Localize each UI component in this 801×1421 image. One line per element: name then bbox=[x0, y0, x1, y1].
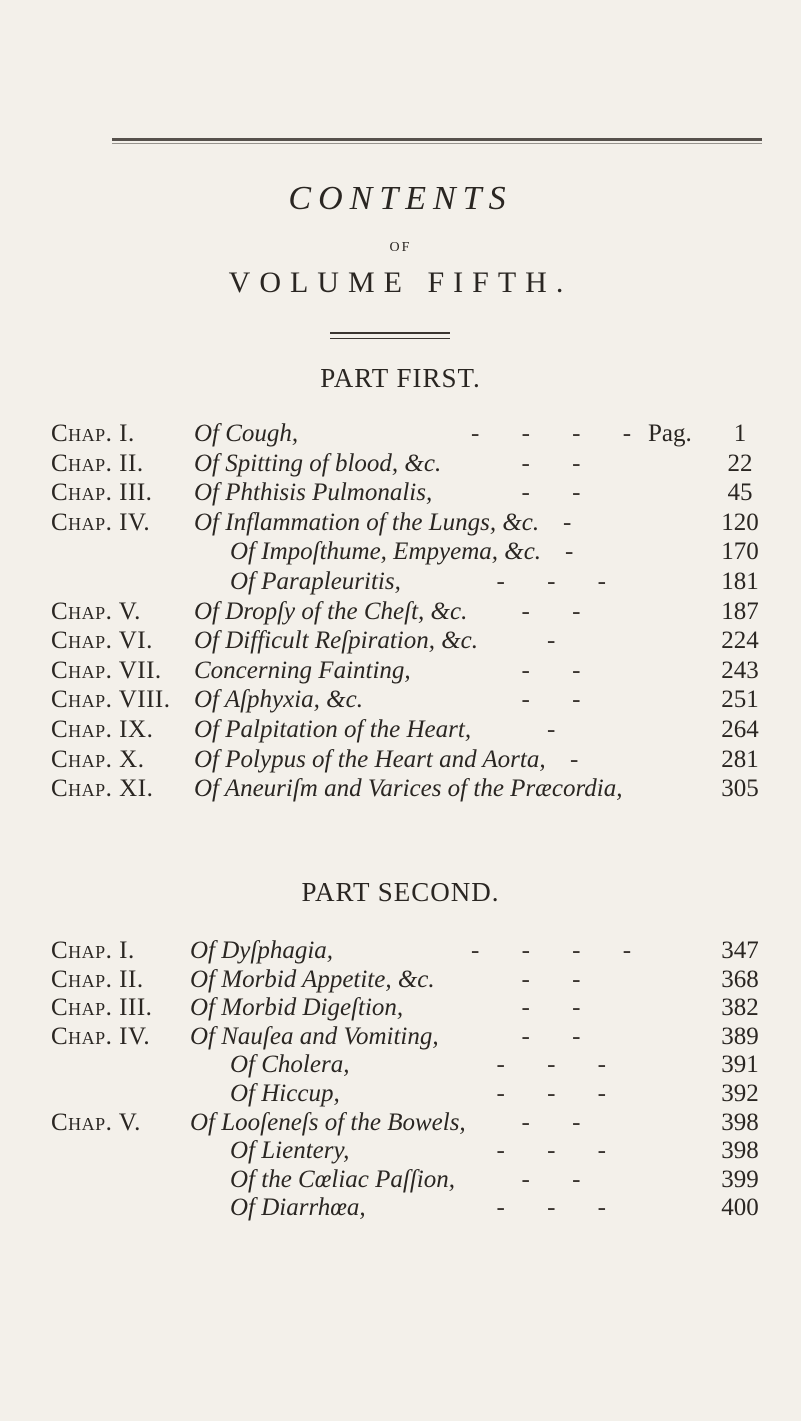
leader-dashes: - bbox=[570, 745, 597, 773]
leader-dashes: - - - - bbox=[471, 420, 650, 447]
page-number: 382 bbox=[721, 994, 759, 1022]
chapter-label: Chap. V. bbox=[51, 1108, 141, 1136]
entry-title: Of Morbid Digeſtion, bbox=[190, 994, 404, 1022]
chapter-label: Chap. I. bbox=[51, 420, 135, 447]
part-second-heading: PART SECOND. bbox=[301, 877, 500, 907]
chapter-label: Chap. V. bbox=[51, 597, 141, 625]
page-number: 389 bbox=[721, 1022, 759, 1050]
leader-dashes: - bbox=[547, 627, 574, 655]
leader-dashes: - - bbox=[521, 479, 599, 507]
leader-dashes: - - bbox=[521, 449, 599, 477]
chapter-label: Chap. IV. bbox=[51, 1022, 151, 1050]
page-number: 22 bbox=[727, 449, 753, 477]
page-number: 281 bbox=[721, 745, 759, 773]
chapter-label: Chap. VIII. bbox=[51, 686, 171, 714]
entry-title: Of Cholera, bbox=[230, 1051, 350, 1079]
entry-title: Of Polypus of the Heart and Aorta, bbox=[194, 745, 546, 773]
page-number: 399 bbox=[721, 1165, 759, 1193]
leader-dashes: - - bbox=[521, 965, 599, 993]
chapter-label: Chap. VI. bbox=[51, 627, 153, 655]
page-number: 347 bbox=[721, 937, 759, 964]
page-number: 1 bbox=[733, 420, 747, 447]
part-first-heading: PART FIRST. bbox=[320, 363, 481, 393]
ornament-rule bbox=[330, 332, 450, 339]
page-number: 400 bbox=[721, 1194, 759, 1222]
leader-dashes: - bbox=[565, 538, 592, 566]
page-number: 187 bbox=[721, 597, 759, 625]
entry-title: Of Aſphyxia, &c. bbox=[194, 686, 363, 714]
entry-title: Of Inflammation of the Lungs, &c. bbox=[194, 508, 540, 536]
leader-dashes: - bbox=[547, 716, 574, 743]
chapter-label: Chap. III. bbox=[51, 994, 153, 1022]
entry-title: Of Difficult Reſpiration, &c. bbox=[194, 627, 478, 655]
leader-dashes: - - bbox=[521, 686, 599, 714]
entry-title: Of Diarrhœa, bbox=[230, 1194, 366, 1222]
page-number: 398 bbox=[721, 1108, 759, 1136]
page-number: 181 bbox=[721, 568, 759, 595]
page-number: 224 bbox=[721, 627, 759, 655]
entry-title: Of Lientery, bbox=[230, 1137, 350, 1165]
page-number: 170 bbox=[721, 538, 759, 566]
leader-dashes: - - - bbox=[496, 1137, 624, 1165]
entry-title: Of Dropſy of the Cheſt, &c. bbox=[194, 597, 468, 625]
entry-title: Of Dyſphagia, bbox=[190, 937, 334, 964]
leader-dashes: - - bbox=[521, 1165, 599, 1193]
leader-dashes: - - - bbox=[496, 1080, 624, 1107]
entry-title: Of the Cœliac Paſſion, bbox=[230, 1165, 455, 1193]
leader-dashes: - - - bbox=[496, 1194, 624, 1222]
page-number: 368 bbox=[721, 965, 759, 993]
page-number: 45 bbox=[727, 479, 753, 507]
entry-title: Of Impoſthume, Empyema, &c. bbox=[230, 538, 542, 566]
contents-title: CONTENTS bbox=[288, 180, 513, 217]
entry-title: Of Looſeneſs of the Bowels, bbox=[190, 1108, 466, 1136]
chapter-label: Chap. IV. bbox=[51, 508, 151, 536]
entry-title: Of Hiccup, bbox=[230, 1080, 340, 1107]
leader-dashes: - - bbox=[521, 656, 599, 684]
entry-title: Of Aneuriſm and Varices of the Præcordia, bbox=[194, 775, 623, 803]
leader-dashes: - - bbox=[521, 597, 599, 625]
leader-dashes: - - bbox=[521, 994, 599, 1022]
entry-title: Of Palpitation of the Heart, bbox=[194, 716, 472, 743]
chapter-label: Chap. III. bbox=[51, 479, 153, 507]
leader-dashes: - - bbox=[521, 1022, 599, 1050]
top-rule bbox=[112, 138, 762, 141]
page-number: 391 bbox=[721, 1051, 759, 1079]
entry-title: Of Morbid Appetite, &c. bbox=[190, 965, 435, 993]
entry-title: Of Cough, bbox=[194, 420, 299, 447]
leader-dashes: - bbox=[563, 508, 590, 536]
entry-title: Of Parapleuritis, bbox=[230, 568, 401, 595]
page-number: 398 bbox=[721, 1137, 759, 1165]
entry-title: Of Phthisis Pulmonalis, bbox=[194, 479, 433, 507]
toc-entry bbox=[0, 1194, 801, 1230]
leader-dashes: - - bbox=[521, 1108, 599, 1136]
chapter-label: Chap. I. bbox=[51, 937, 135, 964]
leader-dashes: - - - - bbox=[471, 937, 650, 964]
chapter-label: Chap. X. bbox=[51, 745, 145, 773]
entry-title: Of Spitting of blood, &c. bbox=[194, 449, 442, 477]
entry-title: Concerning Fainting, bbox=[194, 656, 411, 684]
pag-label: Pag. bbox=[648, 420, 692, 447]
entry-title: Of Nauſea and Vomiting, bbox=[190, 1022, 439, 1050]
chapter-label: Chap. VII. bbox=[51, 656, 162, 684]
leader-dashes: - - - bbox=[496, 568, 624, 595]
chapter-label: Chap. IX. bbox=[51, 716, 154, 743]
page-number: 251 bbox=[721, 686, 759, 714]
chapter-label: Chap. II. bbox=[51, 449, 144, 477]
toc-entry bbox=[0, 775, 801, 811]
page-number: 243 bbox=[721, 656, 759, 684]
leader-dashes: - - - bbox=[496, 1051, 624, 1079]
page-number: 120 bbox=[721, 508, 759, 536]
page-number: 264 bbox=[721, 716, 759, 743]
page-number: 392 bbox=[721, 1080, 759, 1107]
of-word: OF bbox=[389, 240, 412, 255]
page-number: 305 bbox=[721, 775, 759, 803]
top-rule-thin bbox=[112, 143, 762, 144]
chapter-label: Chap. XI. bbox=[51, 775, 154, 803]
volume-title: VOLUME FIFTH. bbox=[228, 266, 573, 299]
chapter-label: Chap. II. bbox=[51, 965, 144, 993]
